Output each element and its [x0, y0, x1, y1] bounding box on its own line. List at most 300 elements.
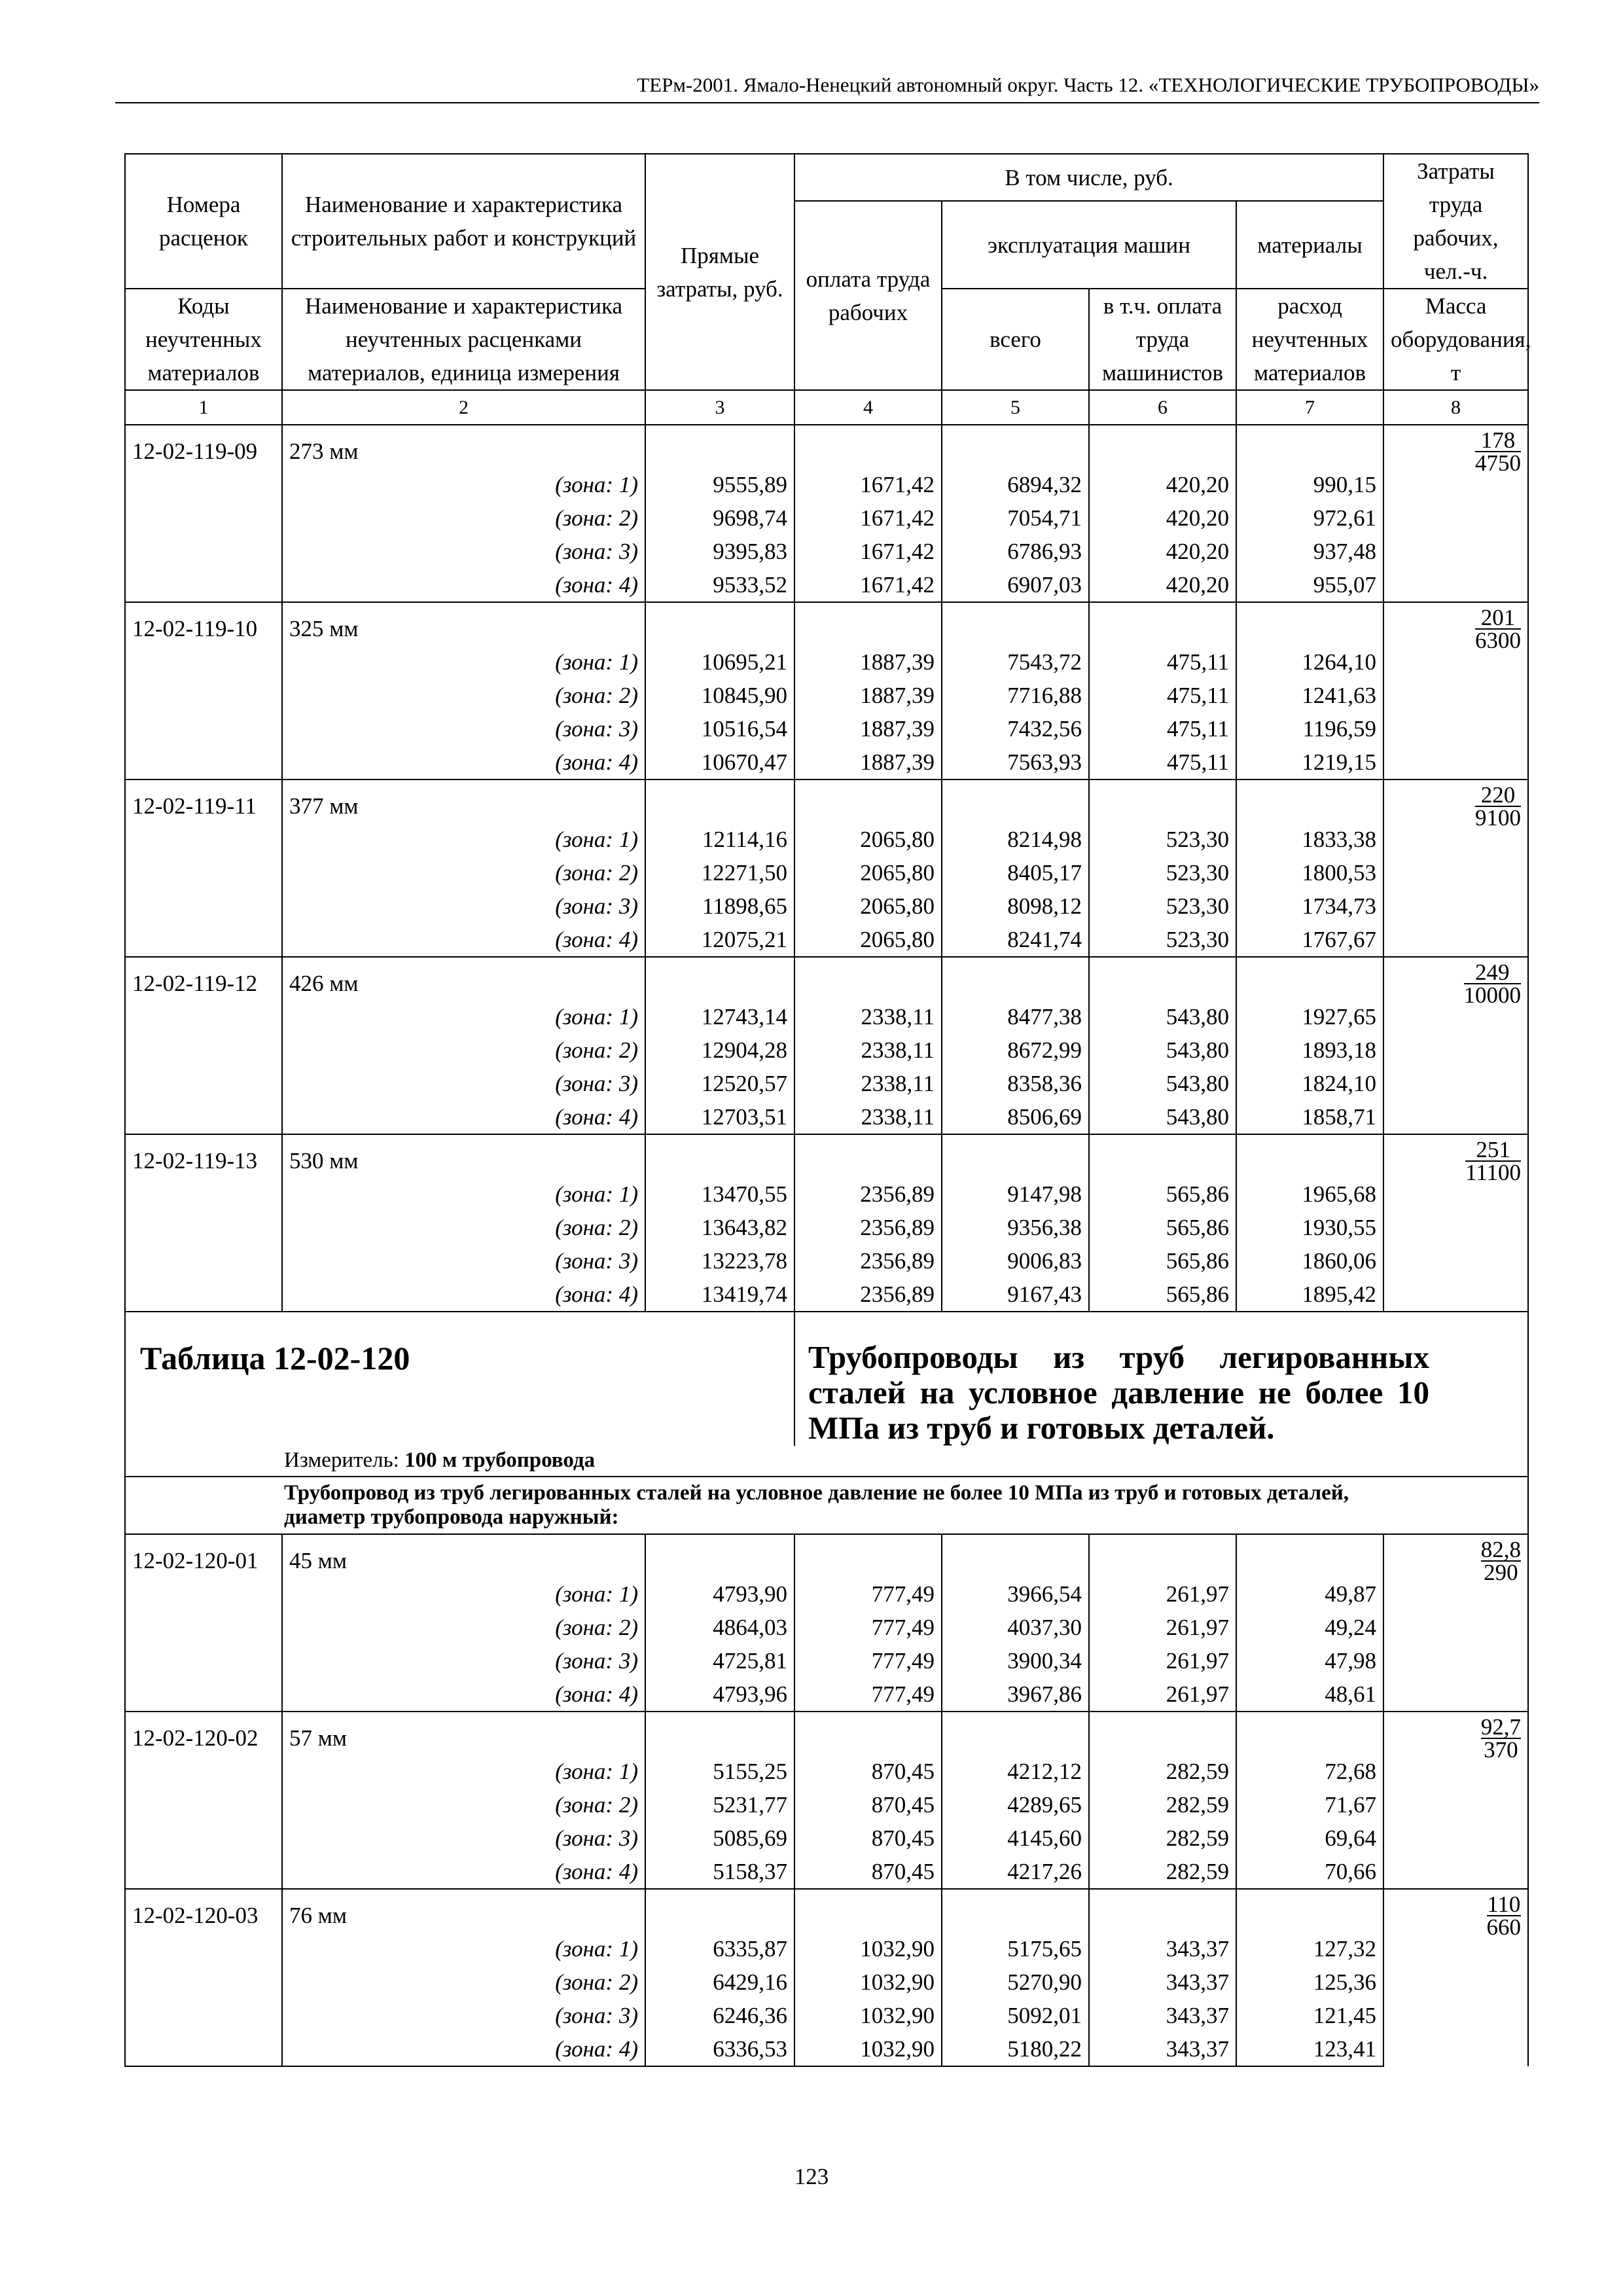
worker-wages: 2338,11 — [794, 1000, 942, 1033]
labor-mass-fraction — [1475, 607, 1521, 651]
empty-cell — [1089, 602, 1236, 645]
empty-cell — [645, 1534, 794, 1577]
header-col8-top: Затраты труда рабочих, чел.-ч. — [1383, 154, 1528, 289]
empty-cell — [125, 645, 282, 679]
labor-mass — [1383, 425, 1528, 602]
labor-mass — [1383, 1889, 1528, 2066]
empty-cell — [125, 1644, 282, 1677]
direct-costs: 9555,89 — [645, 468, 794, 501]
materials-cost: 72,68 — [1236, 1755, 1383, 1788]
zone-row — [125, 1067, 1528, 1100]
worker-wages: 2065,80 — [794, 823, 942, 856]
direct-costs: 4793,96 — [645, 1677, 794, 1712]
machine-costs: 8405,17 — [942, 856, 1089, 889]
direct-costs: 6246,36 — [645, 1999, 794, 2032]
materials-cost: 1858,71 — [1236, 1100, 1383, 1134]
direct-costs: 13643,82 — [645, 1211, 794, 1244]
header-group: В том числе, руб. — [794, 154, 1383, 201]
empty-cell — [125, 1033, 282, 1067]
empty-cell — [942, 602, 1089, 645]
empty-cell — [645, 957, 794, 1000]
labor-mass — [1383, 780, 1528, 957]
machine-costs: 6907,03 — [942, 568, 1089, 602]
operator-wages: 261,97 — [1089, 1677, 1236, 1712]
empty-cell — [1089, 1712, 1236, 1755]
operator-wages: 282,59 — [1089, 1788, 1236, 1821]
empty-cell — [645, 1712, 794, 1755]
table-label-text: Таблица 12-02-120 — [140, 1340, 410, 1376]
header-number: 4 — [794, 390, 942, 425]
direct-costs: 5158,37 — [645, 1855, 794, 1889]
zone-label: (зона: 4) — [282, 1100, 645, 1134]
price-group-header — [125, 1534, 1528, 1577]
materials-cost: 937,48 — [1236, 535, 1383, 568]
zone-label: (зона: 2) — [282, 1611, 645, 1644]
labor-mass — [1383, 1712, 1528, 1889]
header-col8-bottom: Масса оборудования, т — [1383, 289, 1528, 390]
price-table — [124, 153, 1529, 2067]
empty-cell — [125, 1244, 282, 1278]
materials-cost: 1927,65 — [1236, 1000, 1383, 1033]
zone-label: (зона: 2) — [282, 679, 645, 712]
empty-cell — [794, 1134, 942, 1177]
operator-wages: 565,86 — [1089, 1244, 1236, 1278]
header-number: 3 — [645, 390, 794, 425]
zone-label: (зона: 4) — [282, 568, 645, 602]
price-code: 12-02-120-01 — [125, 1534, 282, 1577]
header-col6: в т.ч. оплата труда машинистов — [1089, 289, 1236, 390]
machine-costs: 7054,71 — [942, 501, 1089, 535]
operator-wages: 475,11 — [1089, 745, 1236, 780]
zone-row — [125, 568, 1528, 602]
materials-cost: 1734,73 — [1236, 889, 1383, 923]
zone-row — [125, 1965, 1528, 1999]
empty-cell — [125, 1999, 282, 2032]
zone-row — [125, 923, 1528, 957]
labor-hours: 201 — [1475, 607, 1521, 630]
header-materials: материалы — [1236, 201, 1383, 289]
direct-costs: 13470,55 — [645, 1177, 794, 1211]
zone-row — [125, 745, 1528, 780]
work-name: 45 мм — [282, 1534, 645, 1577]
empty-cell — [1236, 602, 1383, 645]
price-rows-120 — [125, 1534, 1528, 2066]
equipment-mass: 370 — [1484, 1737, 1518, 1763]
machine-costs: 8214,98 — [942, 823, 1089, 856]
zone-label: (зона: 1) — [282, 823, 645, 856]
labor-hours: 249 — [1464, 961, 1522, 984]
machine-costs: 5092,01 — [942, 1999, 1089, 2032]
labor-mass-fraction — [1465, 1139, 1521, 1183]
worker-wages: 1671,42 — [794, 568, 942, 602]
worker-wages: 2338,11 — [794, 1033, 942, 1067]
zone-row — [125, 712, 1528, 745]
zone-label: (зона: 2) — [282, 1965, 645, 1999]
price-code: 12-02-119-12 — [125, 957, 282, 1000]
empty-cell — [125, 745, 282, 780]
machine-costs: 4037,30 — [942, 1611, 1089, 1644]
operator-wages: 543,80 — [1089, 1033, 1236, 1067]
direct-costs: 12703,51 — [645, 1100, 794, 1134]
price-group-header — [125, 1889, 1528, 1932]
empty-cell — [942, 1889, 1089, 1932]
work-name: 426 мм — [282, 957, 645, 1000]
price-group-header — [125, 957, 1528, 1000]
empty-cell — [125, 1788, 282, 1821]
worker-wages: 777,49 — [794, 1644, 942, 1677]
empty-cell — [942, 1134, 1089, 1177]
materials-cost: 1895,42 — [1236, 1278, 1383, 1312]
zone-row — [125, 468, 1528, 501]
empty-cell — [1236, 780, 1383, 823]
empty-cell — [125, 1000, 282, 1033]
zone-label: (зона: 3) — [282, 535, 645, 568]
machine-costs: 9006,83 — [942, 1244, 1089, 1278]
operator-wages: 543,80 — [1089, 1100, 1236, 1134]
operator-wages: 261,97 — [1089, 1644, 1236, 1677]
machine-costs: 8358,36 — [942, 1067, 1089, 1100]
labor-hours: 220 — [1475, 784, 1521, 807]
operator-wages: 523,30 — [1089, 923, 1236, 957]
machine-costs: 3966,54 — [942, 1577, 1089, 1611]
materials-cost: 49,87 — [1236, 1577, 1383, 1611]
operator-wages: 565,86 — [1089, 1177, 1236, 1211]
running-header: ТЕРм-2001. Ямало-Ненецкий автономный округ. Часть 12. «ТЕХНОЛОГИЧЕСКИЕ ТРУБОПРОВОДЫ» — [115, 73, 1539, 103]
work-name: 57 мм — [282, 1712, 645, 1755]
price-code: 12-02-119-09 — [125, 425, 282, 468]
zone-row — [125, 889, 1528, 923]
zone-label: (зона: 1) — [282, 1755, 645, 1788]
work-name: 273 мм — [282, 425, 645, 468]
worker-wages: 2356,89 — [794, 1211, 942, 1244]
equipment-mass: 10000 — [1463, 982, 1522, 1008]
empty-cell — [794, 1534, 942, 1577]
empty-cell — [125, 1611, 282, 1644]
machine-costs: 3967,86 — [942, 1677, 1089, 1712]
zone-label: (зона: 3) — [282, 1644, 645, 1677]
zone-row — [125, 1932, 1528, 1965]
meter-value: 100 м трубопровода — [404, 1448, 596, 1472]
direct-costs: 12743,14 — [645, 1000, 794, 1033]
direct-costs: 9395,83 — [645, 535, 794, 568]
zone-row — [125, 1999, 1528, 2032]
zone-row — [125, 1611, 1528, 1644]
materials-cost: 1860,06 — [1236, 1244, 1383, 1278]
empty-cell — [1236, 1134, 1383, 1177]
empty-cell — [645, 425, 794, 468]
empty-cell — [125, 1577, 282, 1611]
materials-cost: 1893,18 — [1236, 1033, 1383, 1067]
labor-mass — [1383, 1134, 1528, 1312]
empty-cell — [1089, 1134, 1236, 1177]
materials-cost: 69,64 — [1236, 1821, 1383, 1855]
materials-cost: 955,07 — [1236, 568, 1383, 602]
direct-costs: 5231,77 — [645, 1788, 794, 1821]
worker-wages: 1032,90 — [794, 1999, 942, 2032]
operator-wages: 261,97 — [1089, 1577, 1236, 1611]
worker-wages: 777,49 — [794, 1577, 942, 1611]
operator-wages: 343,37 — [1089, 1965, 1236, 1999]
empty-cell — [125, 712, 282, 745]
machine-costs: 4212,12 — [942, 1755, 1089, 1788]
machine-costs: 8506,69 — [942, 1100, 1089, 1134]
direct-costs: 4793,90 — [645, 1577, 794, 1611]
empty-cell — [794, 1712, 942, 1755]
header-number: 1 — [125, 390, 282, 425]
operator-wages: 343,37 — [1089, 2032, 1236, 2066]
operator-wages: 420,20 — [1089, 535, 1236, 568]
empty-cell — [125, 535, 282, 568]
zone-label: (зона: 1) — [282, 1577, 645, 1611]
empty-cell — [645, 602, 794, 645]
labor-mass — [1383, 957, 1528, 1134]
machine-costs: 6894,32 — [942, 468, 1089, 501]
operator-wages: 420,20 — [1089, 568, 1236, 602]
worker-wages: 1032,90 — [794, 1965, 942, 1999]
price-group-header — [125, 780, 1528, 823]
worker-wages: 2356,89 — [794, 1278, 942, 1312]
zone-row — [125, 1033, 1528, 1067]
empty-cell — [125, 1821, 282, 1855]
materials-cost: 47,98 — [1236, 1644, 1383, 1677]
machine-costs: 6786,93 — [942, 535, 1089, 568]
direct-costs: 13419,74 — [645, 1278, 794, 1312]
direct-costs: 12114,16 — [645, 823, 794, 856]
machine-costs: 7563,93 — [942, 745, 1089, 780]
price-rows-119 — [125, 425, 1528, 1312]
zone-label: (зона: 1) — [282, 1000, 645, 1033]
zone-label: (зона: 4) — [282, 923, 645, 957]
page-number: 123 — [794, 2164, 829, 2189]
empty-cell — [125, 568, 282, 602]
worker-wages: 1887,39 — [794, 679, 942, 712]
machine-costs: 8241,74 — [942, 923, 1089, 957]
direct-costs: 12520,57 — [645, 1067, 794, 1100]
equipment-mass: 11100 — [1465, 1160, 1522, 1185]
empty-cell — [1236, 1712, 1383, 1755]
work-name: 325 мм — [282, 602, 645, 645]
machine-costs: 7543,72 — [942, 645, 1089, 679]
zone-label: (зона: 3) — [282, 1067, 645, 1100]
operator-wages: 523,30 — [1089, 823, 1236, 856]
empty-cell — [1089, 957, 1236, 1000]
zone-label: (зона: 2) — [282, 856, 645, 889]
equipment-mass: 6300 — [1475, 628, 1522, 653]
worker-wages: 2356,89 — [794, 1177, 942, 1211]
worker-wages: 1887,39 — [794, 712, 942, 745]
section-heading: Трубопровод из труб легированных сталей на условное давление не более 10 МПа из труб и готовых деталей, диаметр трубопровода наружный: — [125, 1477, 1528, 1534]
worker-wages: 870,45 — [794, 1821, 942, 1855]
empty-cell — [645, 1134, 794, 1177]
zone-label: (зона: 3) — [282, 889, 645, 923]
zone-row — [125, 1644, 1528, 1677]
zone-row — [125, 1855, 1528, 1889]
zone-row — [125, 679, 1528, 712]
machine-costs: 8672,99 — [942, 1033, 1089, 1067]
direct-costs: 6429,16 — [645, 1965, 794, 1999]
zone-row — [125, 823, 1528, 856]
worker-wages: 870,45 — [794, 1855, 942, 1889]
direct-costs: 12075,21 — [645, 923, 794, 957]
header-col1-bottom: Коды неучтенных материалов — [125, 289, 282, 390]
zone-label: (зона: 4) — [282, 1278, 645, 1312]
worker-wages: 2338,11 — [794, 1100, 942, 1134]
materials-cost: 1241,63 — [1236, 679, 1383, 712]
worker-wages: 777,49 — [794, 1677, 942, 1712]
empty-cell — [125, 923, 282, 957]
price-code: 12-02-120-02 — [125, 1712, 282, 1755]
operator-wages: 565,86 — [1089, 1211, 1236, 1244]
table-120-title-block — [125, 1312, 1528, 1534]
empty-cell — [125, 1211, 282, 1244]
materials-cost: 71,67 — [1236, 1788, 1383, 1821]
equipment-mass: 4750 — [1475, 450, 1522, 476]
empty-cell — [1089, 1534, 1236, 1577]
work-name: 377 мм — [282, 780, 645, 823]
labor-mass-fraction — [1481, 1539, 1521, 1583]
worker-wages: 777,49 — [794, 1611, 942, 1644]
zone-row — [125, 1100, 1528, 1134]
labor-mass — [1383, 1534, 1528, 1712]
empty-cell — [125, 679, 282, 712]
materials-cost: 125,36 — [1236, 1965, 1383, 1999]
empty-cell — [645, 1889, 794, 1932]
equipment-mass: 290 — [1484, 1560, 1518, 1585]
direct-costs: 5085,69 — [645, 1821, 794, 1855]
empty-cell — [125, 1755, 282, 1788]
labor-mass-fraction — [1475, 429, 1521, 474]
operator-wages: 475,11 — [1089, 645, 1236, 679]
header-col3: Прямые затраты, руб. — [645, 154, 794, 390]
machine-costs: 8477,38 — [942, 1000, 1089, 1033]
direct-costs: 10845,90 — [645, 679, 794, 712]
zone-row — [125, 856, 1528, 889]
empty-cell — [942, 1534, 1089, 1577]
operator-wages: 343,37 — [1089, 1999, 1236, 2032]
machine-costs: 4217,26 — [942, 1855, 1089, 1889]
worker-wages: 870,45 — [794, 1788, 942, 1821]
materials-cost: 127,32 — [1236, 1932, 1383, 1965]
header-col7: расход неучтенных материалов — [1236, 289, 1383, 390]
worker-wages: 1671,42 — [794, 501, 942, 535]
price-group-header — [125, 425, 1528, 468]
price-group-header — [125, 1712, 1528, 1755]
machine-costs: 5270,90 — [942, 1965, 1089, 1999]
zone-row — [125, 2032, 1528, 2066]
table-label — [125, 1312, 794, 1446]
header-machines: эксплуатация машин — [942, 201, 1236, 289]
worker-wages: 2065,80 — [794, 856, 942, 889]
zone-row — [125, 1677, 1528, 1712]
zone-label: (зона: 3) — [282, 712, 645, 745]
empty-cell — [125, 1067, 282, 1100]
direct-costs: 12271,50 — [645, 856, 794, 889]
materials-cost: 1824,10 — [1236, 1067, 1383, 1100]
materials-cost: 48,61 — [1236, 1677, 1383, 1712]
operator-wages: 420,20 — [1089, 468, 1236, 501]
operator-wages: 543,80 — [1089, 1067, 1236, 1100]
zone-row — [125, 1577, 1528, 1611]
zone-row — [125, 501, 1528, 535]
header-number: 7 — [1236, 390, 1383, 425]
header-number: 8 — [1383, 390, 1528, 425]
work-name: 76 мм — [282, 1889, 645, 1932]
direct-costs: 9533,52 — [645, 568, 794, 602]
empty-cell — [1236, 1534, 1383, 1577]
empty-cell — [794, 425, 942, 468]
zone-label: (зона: 2) — [282, 1788, 645, 1821]
meter — [125, 1446, 1528, 1477]
zone-row — [125, 535, 1528, 568]
zone-row — [125, 1000, 1528, 1033]
header-col1-top: Номера расценок — [125, 154, 282, 289]
empty-cell — [942, 425, 1089, 468]
direct-costs: 11898,65 — [645, 889, 794, 923]
operator-wages: 565,86 — [1089, 1278, 1236, 1312]
zone-label: (зона: 1) — [282, 468, 645, 501]
machine-costs: 5175,65 — [942, 1932, 1089, 1965]
header-number: 5 — [942, 390, 1089, 425]
machine-costs: 9356,38 — [942, 1211, 1089, 1244]
machine-costs: 5180,22 — [942, 2032, 1089, 2066]
price-code: 12-02-119-10 — [125, 602, 282, 645]
operator-wages: 475,11 — [1089, 712, 1236, 745]
worker-wages: 1671,42 — [794, 535, 942, 568]
equipment-mass: 660 — [1486, 1914, 1522, 1940]
empty-cell — [942, 957, 1089, 1000]
labor-mass-fraction — [1475, 784, 1521, 829]
zone-label: (зона: 4) — [282, 2032, 645, 2066]
machine-costs: 8098,12 — [942, 889, 1089, 923]
zone-label: (зона: 1) — [282, 1177, 645, 1211]
labor-mass-fraction — [1487, 1893, 1522, 1938]
empty-cell — [125, 1278, 282, 1312]
operator-wages: 523,30 — [1089, 889, 1236, 923]
empty-cell — [942, 1712, 1089, 1755]
empty-cell — [645, 780, 794, 823]
table-title-text: Трубопроводы из труб легированных сталей на условное давление не более 10 МПа из труб и готовых деталей. — [808, 1339, 1430, 1446]
zone-row — [125, 1821, 1528, 1855]
direct-costs: 13223,78 — [645, 1244, 794, 1278]
zone-label: (зона: 4) — [282, 1855, 645, 1889]
operator-wages: 543,80 — [1089, 1000, 1236, 1033]
zone-row — [125, 1755, 1528, 1788]
header-col4: оплата труда рабочих — [794, 201, 942, 390]
machine-costs: 7432,56 — [942, 712, 1089, 745]
zone-label: (зона: 1) — [282, 645, 645, 679]
direct-costs: 6335,87 — [645, 1932, 794, 1965]
zone-row — [125, 1244, 1528, 1278]
worker-wages: 1032,90 — [794, 1932, 942, 1965]
zone-label: (зона: 3) — [282, 1821, 645, 1855]
empty-cell — [942, 780, 1089, 823]
materials-cost: 1833,38 — [1236, 823, 1383, 856]
table-title — [794, 1312, 1528, 1446]
labor-mass-fraction — [1464, 961, 1522, 1006]
zone-label: (зона: 4) — [282, 745, 645, 780]
zone-row — [125, 1177, 1528, 1211]
materials-cost: 1196,59 — [1236, 712, 1383, 745]
machine-costs: 9147,98 — [942, 1177, 1089, 1211]
materials-cost: 1264,10 — [1236, 645, 1383, 679]
worker-wages: 1671,42 — [794, 468, 942, 501]
direct-costs: 10516,54 — [645, 712, 794, 745]
zone-row — [125, 1788, 1528, 1821]
materials-cost: 70,66 — [1236, 1855, 1383, 1889]
zone-label: (зона: 2) — [282, 1211, 645, 1244]
empty-cell — [125, 823, 282, 856]
labor-mass — [1383, 602, 1528, 780]
